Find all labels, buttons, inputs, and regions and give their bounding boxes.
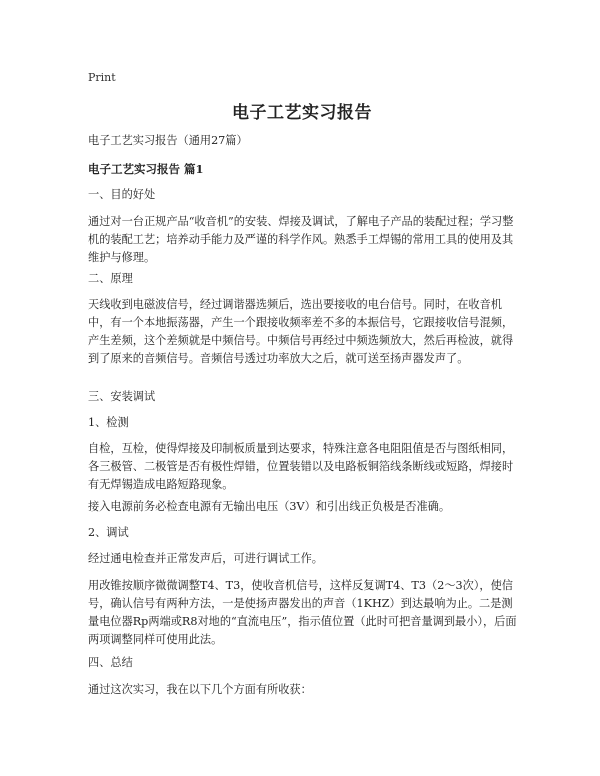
heading-purpose: 一、目的好处 bbox=[88, 188, 156, 201]
paragraph-debugging-intro: 经过通电检查并正常发声后，可进行调试工作。 bbox=[88, 552, 323, 565]
paragraph-summary: 通过这次实习，我在以下几个方面有所收获： bbox=[88, 683, 312, 696]
section-heading: 电子工艺实习报告 篇1 bbox=[88, 162, 204, 176]
paragraph-debugging-steps: 用改锥按顺序微微调整T4、T3，使收音机信号，这样反复调T4、T3（2～3次），使信号，确认信号有两种方法，一是使扬声器发出的声音（1KHZ）到达最响为止。二是测量电位器Rp两端或R8对地的“直流电压”，指示值位置（此时可把音量调到最小），后面两项调整同样可使用此法。 bbox=[88, 579, 517, 646]
heading-debugging: 2、调试 bbox=[88, 526, 129, 539]
paragraph-principle: 天线收到电磁波信号，经过调谐器选频后，选出要接收的电台信号。同时，在收音机中，有一个本地振荡器，产生一个跟接收频率差不多的本振信号，它跟接收信号混频，产生差频，这个差频就是中频信号。中频信号再经过中频选频放大，然后再检波，就得到了原来的音频信号。音频信号透过功率放大之后，就可送至扬声器发声了。 bbox=[88, 298, 514, 365]
heading-principle: 二、原理 bbox=[88, 272, 133, 285]
print-label: Print bbox=[88, 71, 116, 84]
doc-subtitle: 电子工艺实习报告（通用27篇） bbox=[88, 134, 248, 147]
paragraph-purpose: 通过对一台正规产品“收音机”的安装、焊接及调试，了解电子产品的装配过程；学习整机的装配工艺；培养动手能力及严谨的科学作风。熟悉手工焊锡的常用工具的使用及其维护与修理。 bbox=[88, 215, 514, 264]
paragraph-inspection: 自检，互检，使得焊接及印制板质量到达要求，特殊注意各电阻阻值是否与图纸相同，各三极管、二极管是否有极性焊错，位置装错以及电路板铜箔线条断线或短路，焊接时有无焊锡造成电路短路现象。 bbox=[88, 442, 514, 491]
page-title: 电子工艺实习报告 bbox=[232, 103, 372, 123]
heading-inspection: 1、检测 bbox=[88, 416, 129, 429]
heading-installation: 三、安装调试 bbox=[88, 390, 156, 403]
heading-summary: 四、总结 bbox=[88, 656, 133, 669]
paragraph-power-check: 接入电源前务必检查电源有无输出电压（3V）和引出线正负极是否准确。 bbox=[88, 500, 451, 513]
